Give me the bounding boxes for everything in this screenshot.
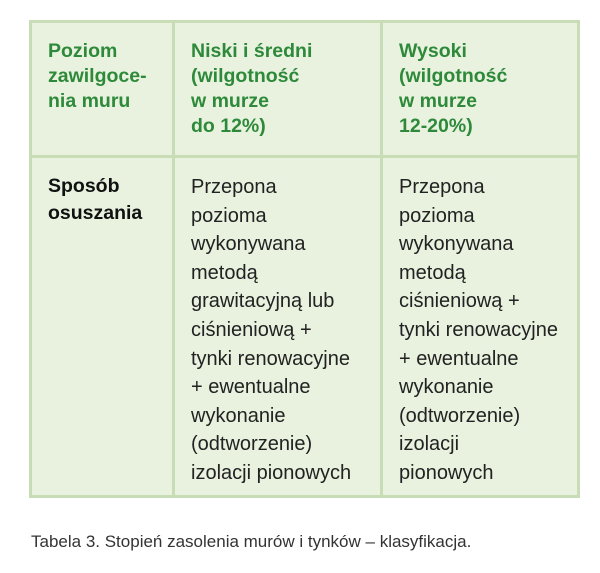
header-high: Wysoki (wilgotność w murze 12-20%) [399, 40, 508, 137]
header-low-medium: Niski i średni (wilgotność w murze do 12%) [191, 40, 313, 137]
cell-high-method: Przepona pozioma wykonywana metodą ciśnieniową + tynki renowacyjne + ewentualne wykonanie (odtworzenie) izolacji pionowych [399, 176, 558, 484]
row-label-drying-method: Sposób osuszania [48, 175, 143, 224]
table-caption: Tabela 3. Stopień zasolenia murów i tynków – klasyfikacja. [31, 532, 472, 551]
row-divider [32, 155, 577, 158]
header-moisture-level: Poziom zawilgoce- nia muru [48, 40, 147, 112]
cell-low-medium-method: Przepona pozioma wykonywana metodą grawitacyjną lub ciśnieniową + tynki renowacyjne + ewentualne wykonanie (odtworzenie) izolacji pionowych [191, 176, 352, 484]
column-divider [380, 23, 383, 495]
column-divider [172, 23, 175, 495]
classification-table [29, 20, 580, 498]
